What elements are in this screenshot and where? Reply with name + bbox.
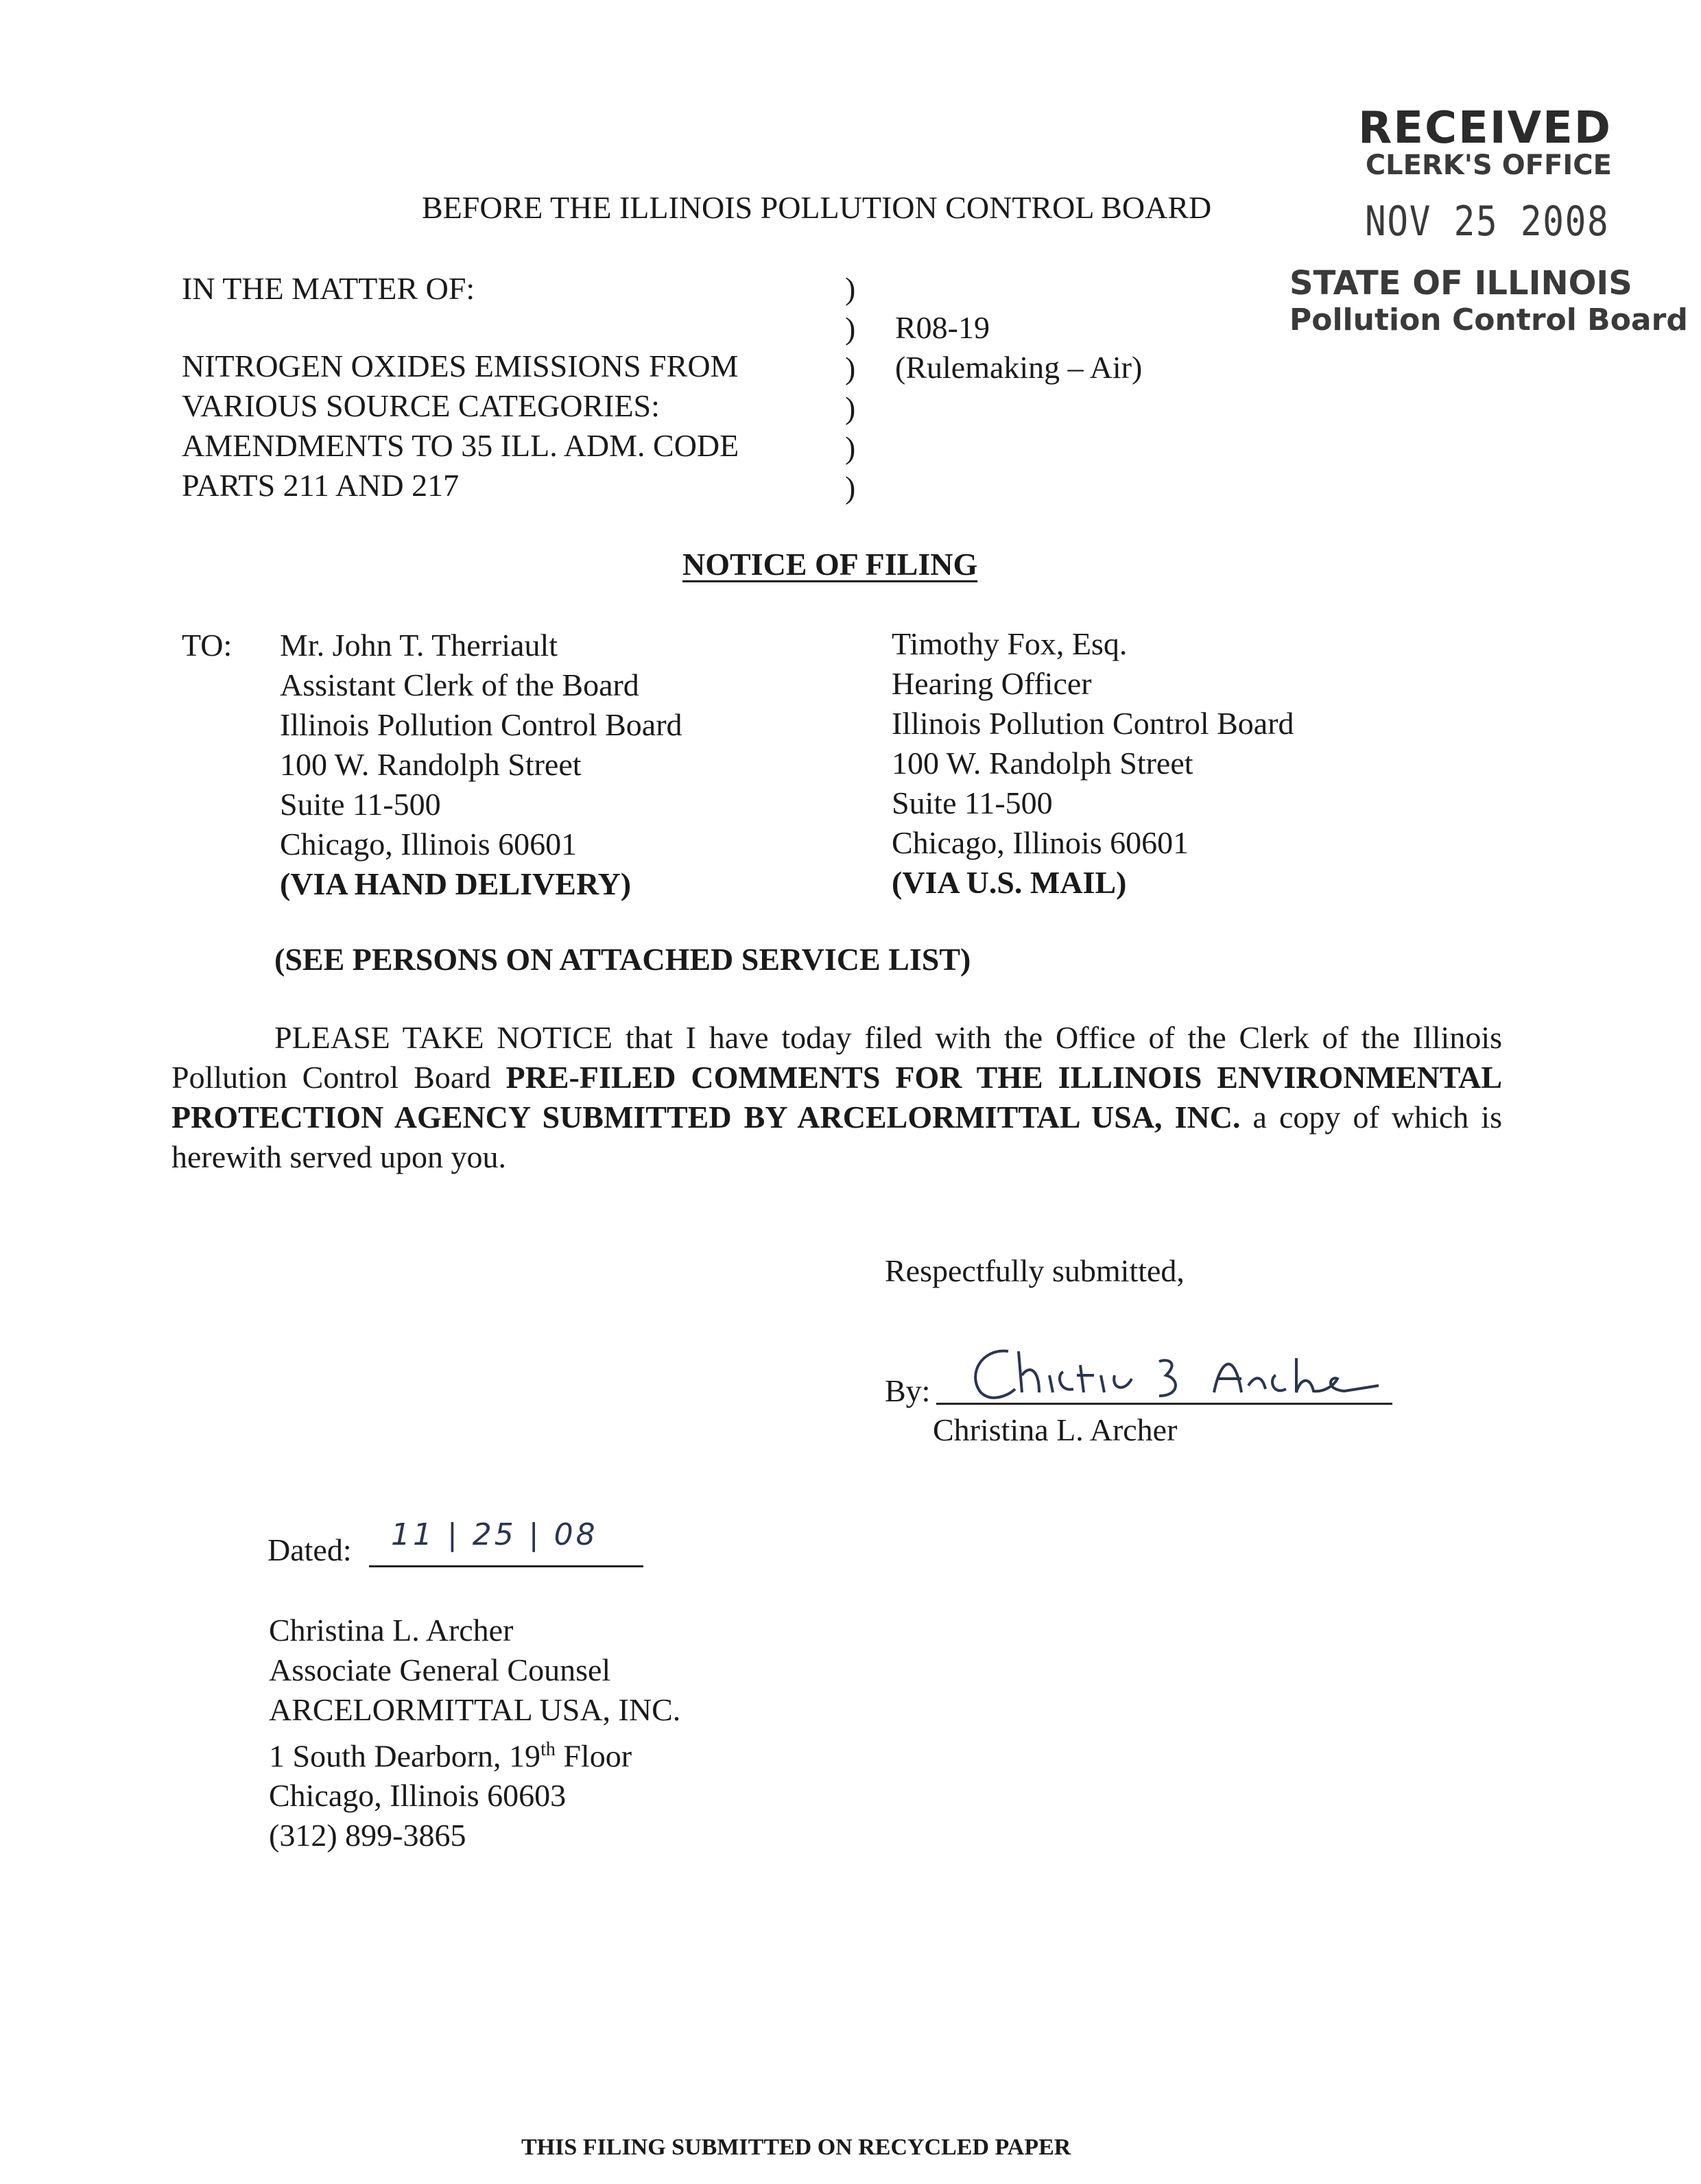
stamp-board: Pollution Control Board [1289, 302, 1688, 337]
footer-note: THIS FILING SUBMITTED ON RECYCLED PAPER [521, 2135, 1071, 2160]
recipient-2 [892, 624, 1294, 903]
signer-phone: (312) 899-3865 [269, 1818, 466, 1853]
caption-parens [845, 269, 855, 508]
stamp-date: NOV 25 2008 [1365, 198, 1610, 246]
recipient-line: 100 W. Randolph Street [280, 747, 582, 782]
dated-line [369, 1565, 643, 1567]
signer-name: Christina L. Archer [269, 1613, 514, 1648]
received-stamp [1289, 103, 1612, 181]
by-label: By: [885, 1373, 931, 1408]
notice-title: NOTICE OF FILING [682, 547, 978, 582]
paragraph-filing-title: PRE-FILED COMMENTS FOR THE ILLINOIS ENVIRONMENTAL PROTECTION AGENCY SUBMITTED BY ARCELORMITTAL USA, INC. [171, 1060, 1502, 1135]
board-title: BEFORE THE ILLINOIS POLLUTION CONTROL BOARD [422, 190, 1212, 225]
handwritten-date [384, 1509, 617, 1564]
signer-city: Chicago, Illinois 60603 [269, 1778, 567, 1814]
stamp-received: RECEIVED [1358, 103, 1612, 154]
caption-line: VARIOUS SOURCE CATEGORIES: [182, 388, 660, 423]
docket-number: R08-19 [895, 310, 990, 345]
stamp-state-block [1289, 264, 1688, 337]
caption-line: PARTS 211 AND 217 [182, 468, 460, 503]
caption-lines [182, 346, 739, 506]
recipient-line: Assistant Clerk of the Board [280, 667, 639, 702]
stamp-office: CLERK'S OFFICE [1365, 150, 1612, 181]
paren: ) [845, 351, 856, 385]
caption-line: AMENDMENTS TO 35 ILL. ADM. CODE [182, 428, 739, 463]
handwritten-signature [960, 1338, 1385, 1406]
recipient-line: 100 W. Randolph Street [892, 746, 1193, 781]
stamp-state: STATE OF ILLINOIS [1289, 264, 1632, 302]
recipient-line: Suite 11-500 [280, 787, 441, 822]
paren: ) [845, 430, 856, 465]
recipient-1 [280, 626, 682, 904]
recipient-line: Timothy Fox, Esq. [892, 626, 1128, 661]
docket-type: (Rulemaking – Air) [895, 350, 1143, 385]
recipient-line: Illinois Pollution Control Board [280, 707, 682, 742]
recipient-line: Hearing Officer [892, 666, 1092, 701]
closing: Respectfully submitted, [885, 1253, 1185, 1288]
signer-block [269, 1611, 680, 1855]
recipient-line: Suite 11-500 [892, 785, 1053, 820]
service-list-note: (SEE PERSONS ON ATTACHED SERVICE LIST) [274, 942, 971, 977]
delivery-method: (VIA U.S. MAIL) [892, 865, 1127, 900]
notice-paragraph [171, 1018, 1502, 1177]
signer-title: Associate General Counsel [269, 1652, 611, 1687]
dated-label: Dated: [267, 1532, 352, 1567]
in-the-matter: IN THE MATTER OF: [182, 271, 475, 306]
address-sup: th [540, 1739, 556, 1760]
signer-address [269, 1730, 680, 1776]
caption-line: NITROGEN OXIDES EMISSIONS FROM [182, 348, 739, 383]
signer-company: ARCELORMITTAL USA, INC. [269, 1692, 681, 1727]
to-label: TO: [182, 628, 233, 663]
recipient-line: Mr. John T. Therriault [280, 628, 558, 663]
paren: ) [845, 470, 856, 505]
recipient-line: Illinois Pollution Control Board [892, 706, 1294, 741]
paren: ) [845, 311, 856, 346]
signed-name: Christina L. Archer [933, 1412, 1178, 1447]
paragraph-intro: PLEASE TAKE NOTICE that I have today filed with the Office of the Clerk of the Illinois Pollution Control Board [171, 1020, 1502, 1095]
handwritten-date-text: 11 | 25 | 08 [391, 1517, 598, 1552]
paragraph-outro: a copy of which is herewith served upon you. [171, 1100, 1502, 1174]
address-pre: 1 South Dearborn, 19 [269, 1738, 541, 1774]
address-post: Floor [555, 1738, 632, 1774]
recipient-line: Chicago, Illinois 60601 [280, 827, 578, 862]
recipient-line: Chicago, Illinois 60601 [892, 825, 1189, 860]
paren: ) [845, 390, 856, 425]
paren: ) [845, 271, 856, 306]
delivery-method: (VIA HAND DELIVERY) [280, 866, 632, 901]
